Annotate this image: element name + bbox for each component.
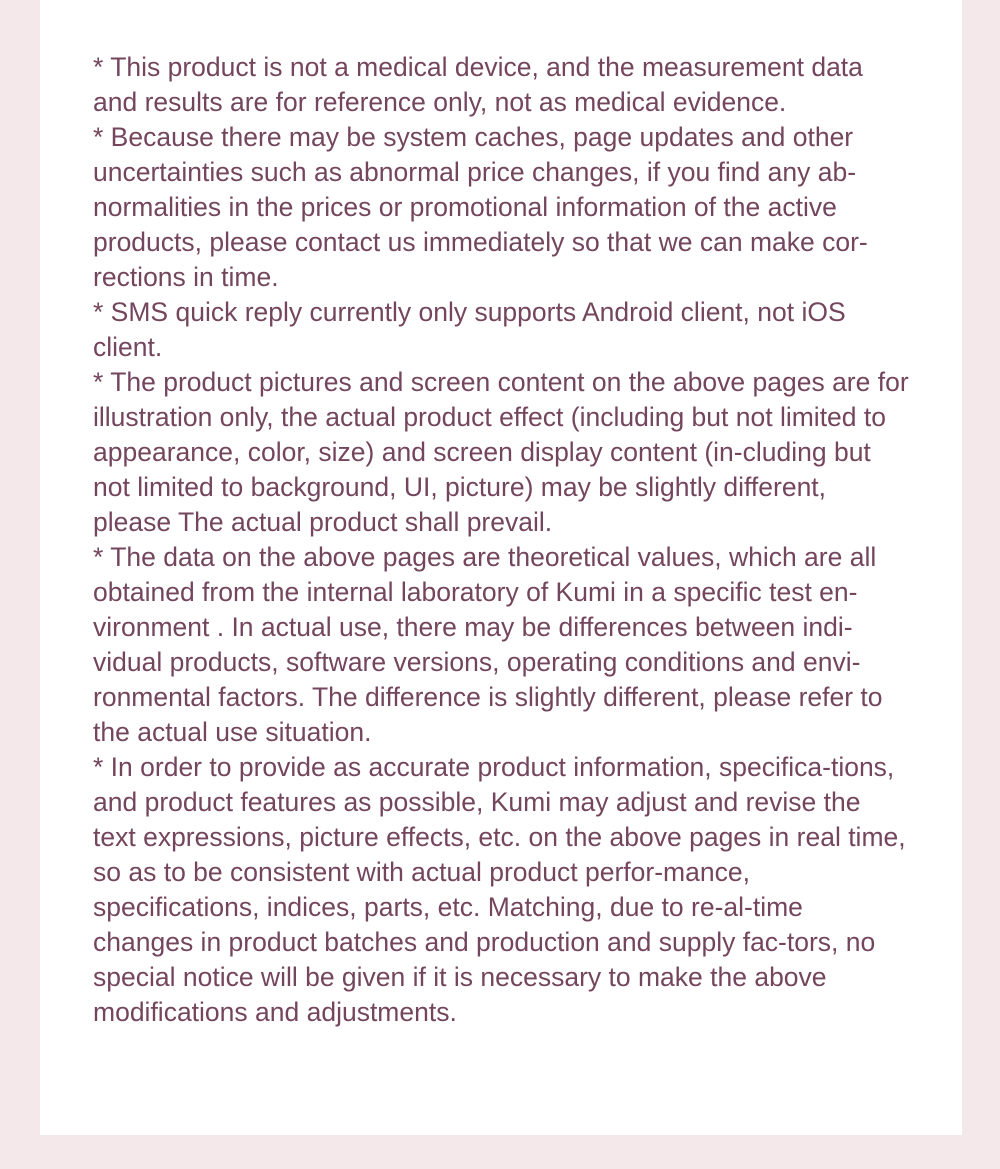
disclaimer-card xyxy=(40,0,962,1135)
disclaimer-sms: * SMS quick reply currently only supports Android client, not iOS client. xyxy=(93,297,846,362)
disclaimer-modifications: * In order to provide as accurate product information, specifica-tions, and product features as possible, Kumi may adjust and revise the text expressions, picture effects, etc. on the above pages in real time, so as to be consistent with actual product perfor-mance, specifications, indices, parts, etc. Matching, due to re-al-time changes in product batches and production and supply fac-tors, no special notice will be given if it is necessary to make the above modifications and adjustments. xyxy=(93,752,906,1027)
disclaimer-medical: * This product is not a medical device, and the measurement data and results are for reference only, not as medical evidence. xyxy=(93,52,863,117)
disclaimer-theoretical-data: * The data on the above pages are theoretical values, which are all obtained from the internal laboratory of Kumi in a specific test en-vironment . In actual use, there may be differences between indi-vidual products, software versions, operating conditions and envi-ronmental factors. The difference is slightly different, please refer to the actual use situation. xyxy=(93,542,883,747)
disclaimer-illustration: * The product pictures and screen content on the above pages are for illustration only, the actual product effect (including but not limited to appearance, color, size) and screen display content (in-cluding but not limited to background, UI, picture) may be slightly different, please The actual product shall prevail. xyxy=(93,367,909,537)
disclaimer-pricing: * Because there may be system caches, page updates and other uncertainties such as abnormal price changes, if you find any ab-normalities in the prices or promotional information of the active products, please contact us immediately so that we can make cor-rections in time. xyxy=(93,122,868,292)
